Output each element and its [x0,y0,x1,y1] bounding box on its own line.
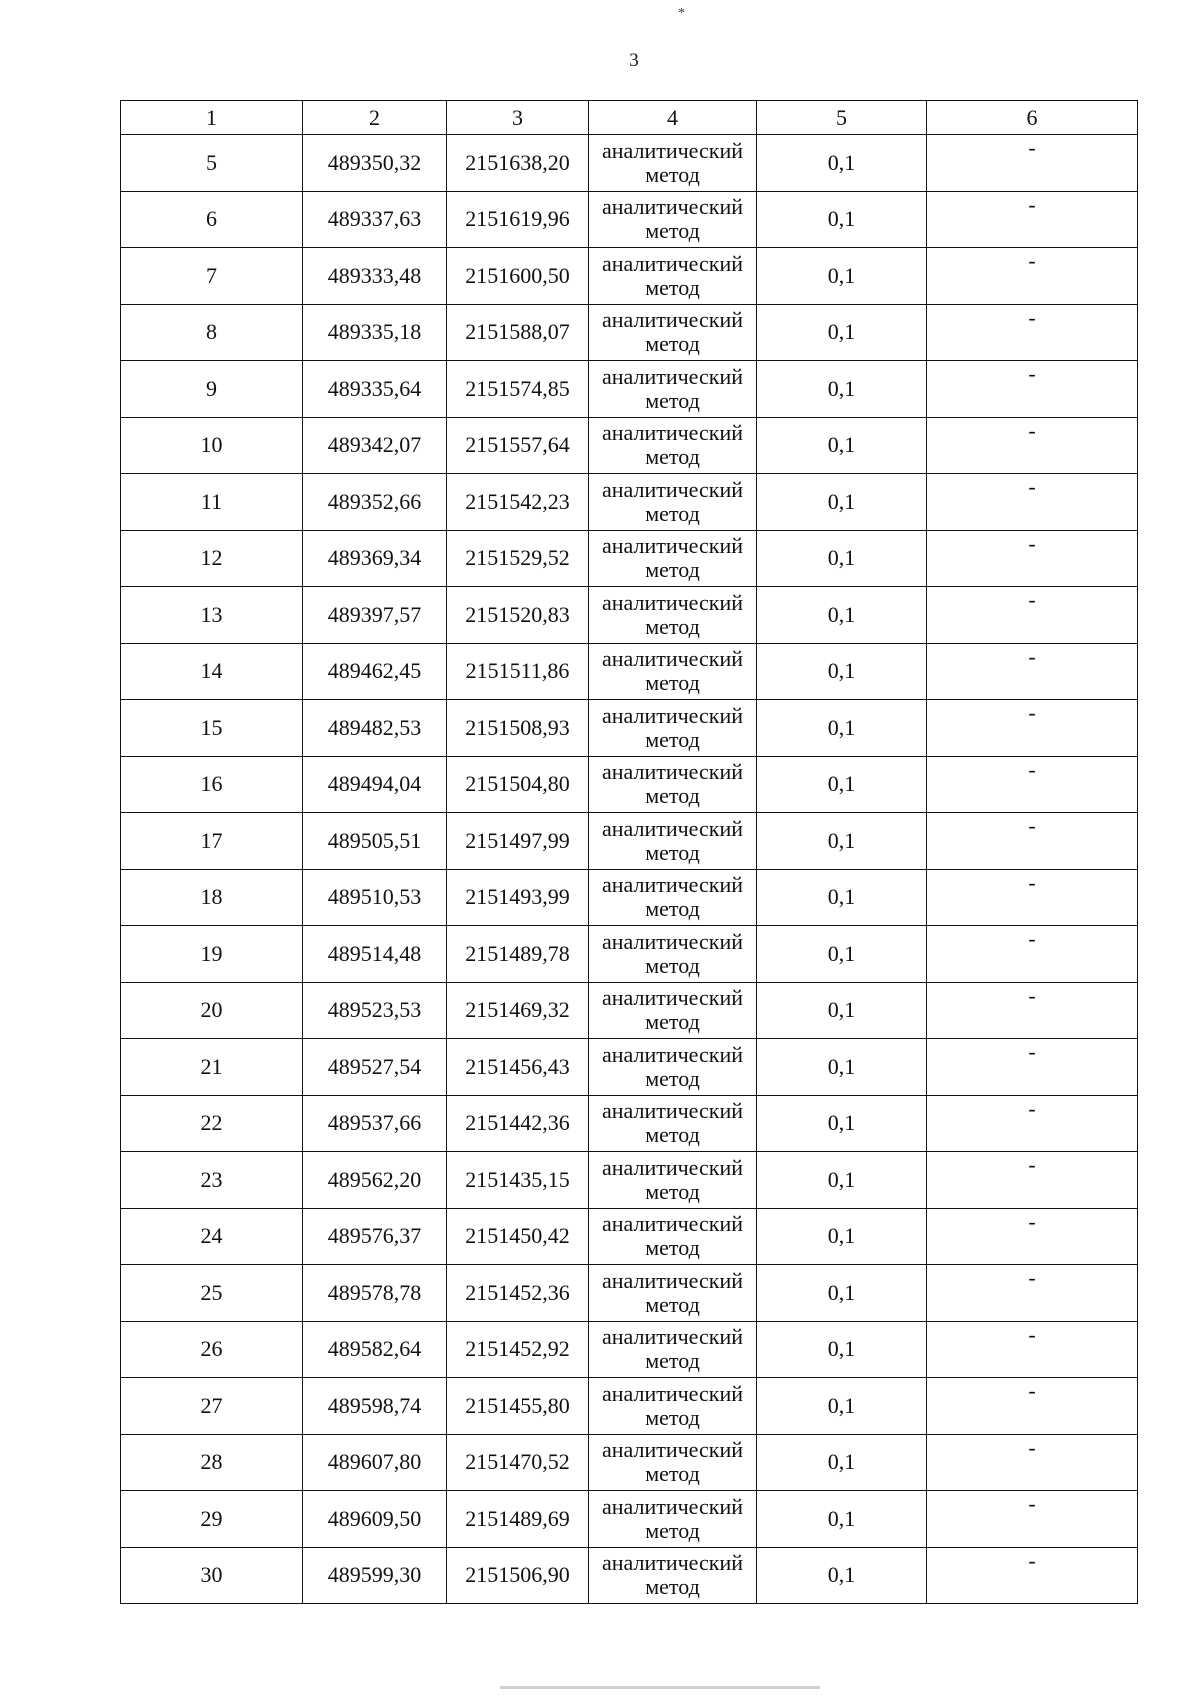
method-line-1: аналитический [601,363,743,389]
table-row [121,700,1138,757]
point-number-cell: 5 [121,135,303,192]
point-number-cell: 12 [121,530,303,587]
method-line-1: аналитический [601,1324,743,1350]
method-line-2: метод [645,1178,700,1204]
precision-cell: 0,1 [757,869,927,926]
coordinate-y-cell: 2151638,20 [447,135,589,192]
coordinate-x-cell: 489350,32 [303,135,447,192]
note-cell: - [927,1434,1138,1491]
method-line-1: аналитический [601,420,743,446]
table-row [121,1039,1138,1096]
coordinate-y-cell: 2151455,80 [447,1378,589,1435]
coordinate-x-cell: 489505,51 [303,813,447,870]
method-cell [589,756,757,813]
method-line-2: метод [645,839,700,865]
precision-cell: 0,1 [757,1039,927,1096]
coordinate-y-cell: 2151542,23 [447,474,589,531]
point-number-cell: 24 [121,1208,303,1265]
method-cell [589,982,757,1039]
method-cell [589,304,757,361]
method-cell [589,1265,757,1322]
note-cell: - [927,813,1138,870]
precision-cell: 0,1 [757,1095,927,1152]
table-row [121,643,1138,700]
method-line-2: метод [645,387,700,413]
precision-cell: 0,1 [757,1378,927,1435]
method-line-2: метод [645,500,700,526]
note-cell: - [927,1152,1138,1209]
note-cell: - [927,361,1138,418]
note-cell: - [927,1095,1138,1152]
coordinate-y-cell: 2151456,43 [447,1039,589,1096]
method-line-1: аналитический [601,702,743,728]
method-line-2: метод [645,218,700,244]
method-line-2: метод [645,613,700,639]
method-cell [589,813,757,870]
method-line-2: метод [645,1065,700,1091]
point-number-cell: 25 [121,1265,303,1322]
point-number-cell: 8 [121,304,303,361]
precision-cell: 0,1 [757,813,927,870]
coordinate-y-cell: 2151557,64 [447,417,589,474]
precision-cell: 0,1 [757,756,927,813]
coordinate-x-cell: 489462,45 [303,643,447,700]
note-cell: - [927,474,1138,531]
table-row [121,1491,1138,1548]
coordinate-x-cell: 489582,64 [303,1321,447,1378]
precision-cell: 0,1 [757,191,927,248]
method-line-1: аналитический [601,533,743,559]
method-line-1: аналитический [601,1437,743,1463]
precision-cell: 0,1 [757,1547,927,1604]
precision-cell: 0,1 [757,304,927,361]
table-row [121,530,1138,587]
coordinate-y-cell: 2151470,52 [447,1434,589,1491]
header-col-4: 4 [589,101,757,135]
method-line-1: аналитический [601,815,743,841]
precision-cell: 0,1 [757,982,927,1039]
precision-cell: 0,1 [757,926,927,983]
coordinate-y-cell: 2151452,36 [447,1265,589,1322]
precision-cell: 0,1 [757,1208,927,1265]
coordinate-x-cell: 489337,63 [303,191,447,248]
precision-cell: 0,1 [757,700,927,757]
precision-cell: 0,1 [757,474,927,531]
point-number-cell: 28 [121,1434,303,1491]
method-line-2: метод [645,1291,700,1317]
precision-cell: 0,1 [757,1152,927,1209]
table-row [121,982,1138,1039]
table-row [121,756,1138,813]
coordinate-x-cell: 489578,78 [303,1265,447,1322]
note-cell: - [927,756,1138,813]
method-line-2: метод [645,1122,700,1148]
method-cell [589,869,757,926]
coordinate-x-cell: 489335,64 [303,361,447,418]
method-line-2: метод [645,161,700,187]
table-header [121,101,1138,135]
coordinate-y-cell: 2151450,42 [447,1208,589,1265]
note-cell: - [927,191,1138,248]
method-cell [589,700,757,757]
point-number-cell: 21 [121,1039,303,1096]
coordinate-y-cell: 2151489,78 [447,926,589,983]
table-row [121,474,1138,531]
coordinate-y-cell: 2151442,36 [447,1095,589,1152]
point-number-cell: 15 [121,700,303,757]
point-number-cell: 7 [121,248,303,305]
method-line-2: метод [645,1574,700,1600]
coordinate-x-cell: 489527,54 [303,1039,447,1096]
table-row [121,1378,1138,1435]
precision-cell: 0,1 [757,1434,927,1491]
method-line-1: аналитический [601,1267,743,1293]
note-cell: - [927,982,1138,1039]
method-line-2: метод [645,274,700,300]
method-cell [589,587,757,644]
note-cell: - [927,530,1138,587]
coordinate-x-cell: 489576,37 [303,1208,447,1265]
header-col-2: 2 [303,101,447,135]
point-number-cell: 30 [121,1547,303,1604]
table-row [121,1321,1138,1378]
stray-mark: * [678,6,685,21]
coordinate-x-cell: 489537,66 [303,1095,447,1152]
method-line-1: аналитический [601,646,743,672]
method-cell [589,1208,757,1265]
coordinate-y-cell: 2151600,50 [447,248,589,305]
precision-cell: 0,1 [757,643,927,700]
method-cell [589,926,757,983]
coordinate-y-cell: 2151469,32 [447,982,589,1039]
point-number-cell: 9 [121,361,303,418]
header-col-6: 6 [927,101,1138,135]
method-cell [589,1378,757,1435]
header-col-1: 1 [121,101,303,135]
method-cell [589,1039,757,1096]
coordinate-y-cell: 2151493,99 [447,869,589,926]
precision-cell: 0,1 [757,417,927,474]
method-line-1: аналитический [601,1098,743,1124]
precision-cell: 0,1 [757,1321,927,1378]
coordinate-x-cell: 489562,20 [303,1152,447,1209]
method-cell [589,1321,757,1378]
note-cell: - [927,587,1138,644]
table-row [121,1265,1138,1322]
coordinate-y-cell: 2151506,90 [447,1547,589,1604]
point-number-cell: 11 [121,474,303,531]
method-cell [589,643,757,700]
coordinate-x-cell: 489609,50 [303,1491,447,1548]
point-number-cell: 29 [121,1491,303,1548]
precision-cell: 0,1 [757,248,927,305]
coordinate-x-cell: 489514,48 [303,926,447,983]
point-number-cell: 18 [121,869,303,926]
method-line-1: аналитический [601,194,743,220]
table-row [121,1152,1138,1209]
method-line-1: аналитический [601,137,743,163]
table-row [121,191,1138,248]
coordinate-x-cell: 489494,04 [303,756,447,813]
coordinate-y-cell: 2151435,15 [447,1152,589,1209]
note-cell: - [927,700,1138,757]
coordinate-y-cell: 2151511,86 [447,643,589,700]
precision-cell: 0,1 [757,135,927,192]
method-line-2: метод [645,1404,700,1430]
method-line-1: аналитический [601,872,743,898]
note-cell: - [927,1547,1138,1604]
point-number-cell: 22 [121,1095,303,1152]
method-line-2: метод [645,331,700,357]
method-line-1: аналитический [601,307,743,333]
point-number-cell: 19 [121,926,303,983]
table-row [121,1434,1138,1491]
coordinate-x-cell: 489599,30 [303,1547,447,1604]
method-line-2: метод [645,1461,700,1487]
coordinate-x-cell: 489397,57 [303,587,447,644]
method-line-1: аналитический [601,1380,743,1406]
method-cell [589,417,757,474]
method-line-1: аналитический [601,928,743,954]
method-line-1: аналитический [601,1493,743,1519]
point-number-cell: 10 [121,417,303,474]
table-row [121,304,1138,361]
table-row [121,587,1138,644]
method-line-1: аналитический [601,250,743,276]
method-line-2: метод [645,1235,700,1261]
table-row [121,869,1138,926]
note-cell: - [927,1378,1138,1435]
table-body [121,135,1138,1604]
coordinate-x-cell: 489598,74 [303,1378,447,1435]
method-line-2: метод [645,670,700,696]
method-line-1: аналитический [601,1041,743,1067]
point-number-cell: 6 [121,191,303,248]
coordinate-x-cell: 489352,66 [303,474,447,531]
coordinate-y-cell: 2151452,92 [447,1321,589,1378]
note-cell: - [927,643,1138,700]
note-cell: - [927,869,1138,926]
coordinates-table [120,100,1138,1604]
point-number-cell: 26 [121,1321,303,1378]
method-cell [589,361,757,418]
method-line-1: аналитический [601,759,743,785]
coordinate-x-cell: 489523,53 [303,982,447,1039]
note-cell: - [927,1039,1138,1096]
method-line-1: аналитический [601,985,743,1011]
point-number-cell: 23 [121,1152,303,1209]
coordinate-x-cell: 489482,53 [303,700,447,757]
coordinate-y-cell: 2151588,07 [447,304,589,361]
method-cell [589,530,757,587]
coordinate-x-cell: 489607,80 [303,1434,447,1491]
precision-cell: 0,1 [757,530,927,587]
note-cell: - [927,1208,1138,1265]
method-cell [589,474,757,531]
note-cell: - [927,135,1138,192]
header-col-3: 3 [447,101,589,135]
note-cell: - [927,1265,1138,1322]
method-cell [589,248,757,305]
coordinate-y-cell: 2151489,69 [447,1491,589,1548]
table-row [121,926,1138,983]
method-line-2: метод [645,726,700,752]
note-cell: - [927,1321,1138,1378]
coordinate-y-cell: 2151520,83 [447,587,589,644]
method-line-2: метод [645,1009,700,1035]
method-cell [589,1547,757,1604]
note-cell: - [927,304,1138,361]
point-number-cell: 27 [121,1378,303,1435]
header-row [121,101,1138,135]
table-row [121,1095,1138,1152]
point-number-cell: 13 [121,587,303,644]
table-row [121,1208,1138,1265]
note-cell: - [927,926,1138,983]
note-cell: - [927,417,1138,474]
coordinate-y-cell: 2151508,93 [447,700,589,757]
method-line-1: аналитический [601,476,743,502]
method-cell [589,1095,757,1152]
coordinate-y-cell: 2151504,80 [447,756,589,813]
table-row [121,248,1138,305]
table-row [121,813,1138,870]
coordinate-x-cell: 489333,48 [303,248,447,305]
table-row [121,417,1138,474]
note-cell: - [927,1491,1138,1548]
method-line-1: аналитический [601,1550,743,1576]
method-cell [589,1152,757,1209]
precision-cell: 0,1 [757,1491,927,1548]
coordinate-x-cell: 489369,34 [303,530,447,587]
coordinate-y-cell: 2151529,52 [447,530,589,587]
bottom-smudge [500,1686,820,1689]
method-line-2: метод [645,1348,700,1374]
point-number-cell: 17 [121,813,303,870]
coordinate-y-cell: 2151574,85 [447,361,589,418]
point-number-cell: 16 [121,756,303,813]
point-number-cell: 14 [121,643,303,700]
method-line-1: аналитический [601,589,743,615]
method-line-2: метод [645,444,700,470]
method-line-1: аналитический [601,1211,743,1237]
coordinate-y-cell: 2151497,99 [447,813,589,870]
method-cell [589,1434,757,1491]
method-cell [589,1491,757,1548]
coordinate-y-cell: 2151619,96 [447,191,589,248]
method-line-2: метод [645,1517,700,1543]
table-row [121,1547,1138,1604]
method-line-2: метод [645,896,700,922]
precision-cell: 0,1 [757,1265,927,1322]
coordinate-x-cell: 489335,18 [303,304,447,361]
method-line-2: метод [645,952,700,978]
method-line-1: аналитический [601,1154,743,1180]
precision-cell: 0,1 [757,361,927,418]
point-number-cell: 20 [121,982,303,1039]
coordinate-x-cell: 489342,07 [303,417,447,474]
page-number: 3 [629,50,639,71]
precision-cell: 0,1 [757,587,927,644]
coordinate-x-cell: 489510,53 [303,869,447,926]
method-cell [589,135,757,192]
method-line-2: метод [645,557,700,583]
note-cell: - [927,248,1138,305]
table-row [121,135,1138,192]
method-line-2: метод [645,783,700,809]
method-cell [589,191,757,248]
header-col-5: 5 [757,101,927,135]
table-row [121,361,1138,418]
